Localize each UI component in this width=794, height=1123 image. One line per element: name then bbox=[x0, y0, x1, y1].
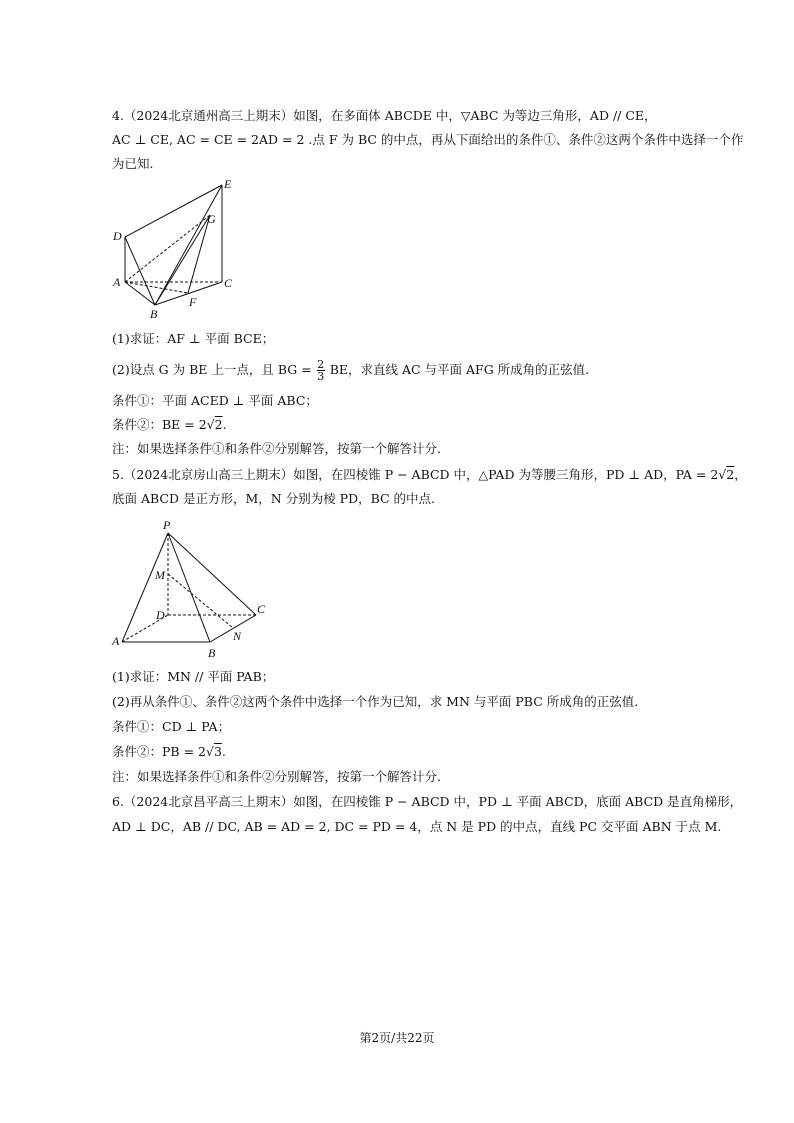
edge-AF-hidden bbox=[125, 282, 188, 293]
segment-MN-hidden bbox=[168, 574, 233, 628]
q4-line-3: 为已知. bbox=[112, 156, 154, 171]
q5-condition-1: 条件①：CD ⊥ PA； bbox=[112, 719, 231, 734]
q5-note: 注：如果选择条件①和条件②分别解答，按第一个解答计分. bbox=[112, 769, 441, 784]
q4-part-1: (1)求证：AF ⊥ 平面 BCE； bbox=[112, 331, 275, 346]
label-F: F bbox=[189, 295, 197, 309]
q5-line-2: 底面 ABCD 是正方形，M，N 分别为棱 PD，BC 的中点. bbox=[112, 491, 436, 506]
q4-part-2: (2)设点 G 为 BE 上一点，且 BG = $\frac{2}{3}$ BE，求直线 AC 与平面 AFG 所成角的正弦值. bbox=[112, 358, 590, 383]
q5-part-2: (2)再从条件①、条件②这两个条件中选择一个作为已知，求 MN 与平面 PBC 所成角的正弦值. bbox=[112, 694, 639, 709]
q4-condition-2: 条件②：BE = 2√2. bbox=[112, 417, 227, 432]
label-E: E bbox=[224, 177, 232, 191]
q6-line-2: AD ⊥ DC，AB // DC, AB = AD = 2, DC = PD = 4，点 N 是 PD 的中点，直线 PC 交平面 ABN 于点 M. bbox=[112, 819, 722, 834]
edge-AB bbox=[125, 282, 155, 305]
q5-pyramid-figure bbox=[110, 515, 275, 663]
q4-condition-1: 条件①：平面 ACED ⊥ 平面 ABC； bbox=[112, 393, 318, 408]
q5-condition-2: 条件②：PB = 2√3. bbox=[112, 744, 226, 759]
fraction-two-thirds: $\frac{2}{3}$ bbox=[317, 358, 325, 383]
edge-BG bbox=[155, 215, 210, 305]
label-G: G bbox=[207, 212, 216, 226]
q4-line-1: 4.（2024北京通州高三上期末）如图，在多面体 ABCDE 中，▽ABC 为等边三角形，AD // CE， bbox=[112, 108, 657, 123]
q6-line-1: 6.（2024北京昌平高三上期末）如图，在四棱锥 P − ABCD 中，PD ⊥ 平面 ABCD，底面 ABCD 是直角梯形， bbox=[112, 794, 743, 809]
label-P: P bbox=[163, 518, 171, 532]
q4-polyhedron-figure bbox=[110, 175, 240, 325]
label-B: B bbox=[208, 646, 216, 660]
edge-AG-hidden bbox=[125, 215, 210, 282]
label-B: B bbox=[150, 307, 158, 321]
q5-part-1: (1)求证：MN // 平面 PAB； bbox=[112, 669, 275, 684]
label-D: D bbox=[156, 608, 165, 622]
q4-line-2: AC ⊥ CE, AC = CE = 2AD = 2 .点 F 为 BC 的中点，再从下面给出的条件①、条件②这两个条件中选择一个作 bbox=[112, 132, 744, 147]
label-D: D bbox=[113, 229, 122, 243]
edge-PC bbox=[168, 533, 256, 615]
q4-note: 注：如果选择条件①和条件②分别解答，按第一个解答计分. bbox=[112, 441, 441, 456]
edge-DB bbox=[125, 237, 155, 305]
label-N: N bbox=[233, 629, 242, 643]
label-M: M bbox=[155, 568, 165, 582]
q5-line-1: 5.（2024北京房山高三上期末）如图，在四棱锥 P − ABCD 中，△PAD 为等腰三角形，PD ⊥ AD，PA = 2√2， bbox=[112, 467, 747, 482]
edge-PB bbox=[168, 533, 210, 642]
label-C: C bbox=[257, 602, 266, 616]
label-A: A bbox=[113, 275, 121, 289]
label-C: C bbox=[224, 276, 233, 290]
edge-PA bbox=[122, 533, 168, 642]
page-footer: 第2页/共22页 bbox=[359, 1031, 435, 1045]
label-A: A bbox=[112, 634, 120, 648]
